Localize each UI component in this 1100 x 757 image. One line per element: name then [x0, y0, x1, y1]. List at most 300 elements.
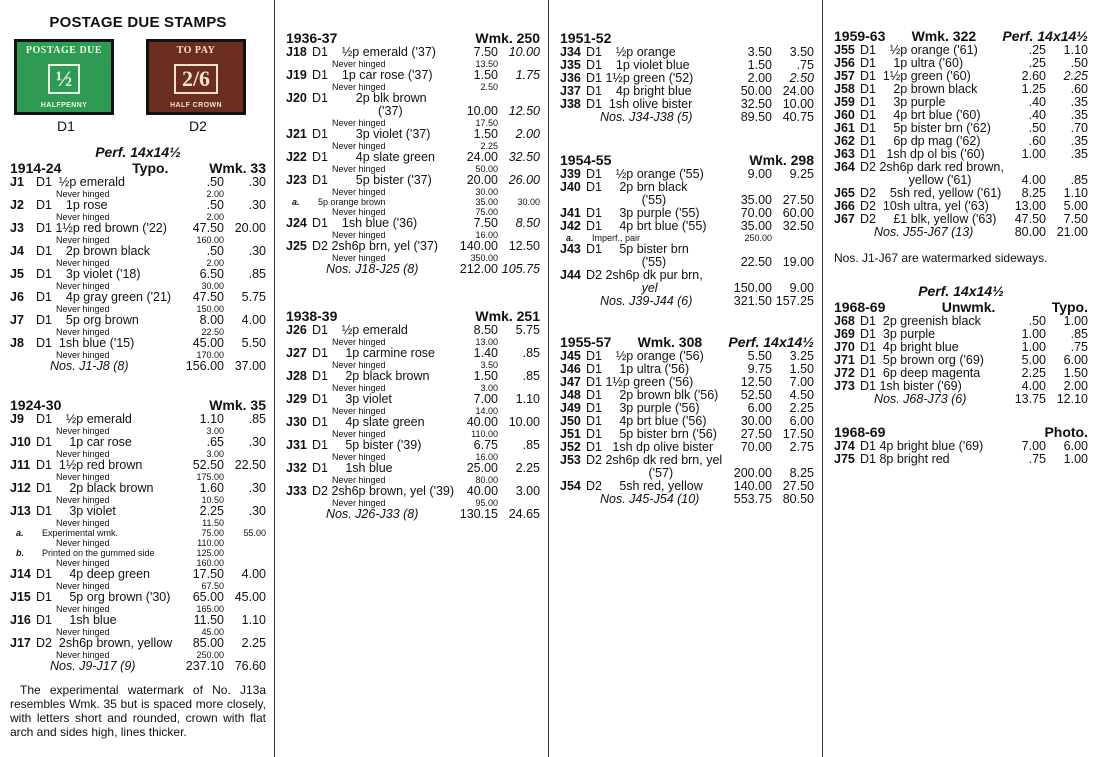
used-value: 1.50 — [789, 362, 814, 376]
stamp-description: D1 1sh dp ol bis ('60) — [860, 147, 985, 161]
unused-value: 13.00 — [1014, 199, 1046, 213]
stamp-description: D2 2sh6p dk red brn, yel — [586, 453, 723, 467]
used-value: 1.10 — [1063, 43, 1088, 57]
never-hinged-value: 3.50 — [480, 360, 498, 370]
used-value: 3.25 — [789, 349, 814, 363]
never-hinged-row — [10, 538, 266, 548]
stamp-description: ('55) — [586, 193, 667, 207]
catalog-number: J4 — [10, 244, 24, 258]
unused-value: 2.60 — [1021, 69, 1046, 83]
never-hinged-value: 67.50 — [201, 581, 224, 591]
catalog-number: J34 — [560, 45, 581, 59]
never-hinged-row — [286, 187, 540, 197]
never-hinged-used — [224, 518, 266, 528]
used-value: .85 — [248, 267, 266, 281]
section-year: 1955-57 — [560, 334, 612, 350]
total-label: Nos. J68-J73 (6) — [874, 392, 967, 406]
stamp-listing-row — [10, 199, 266, 212]
never-hinged-value: 13.50 — [475, 59, 498, 69]
stamp-description: D1 ½p emerald ('37) — [312, 45, 436, 59]
used-value: 7.50 — [1063, 212, 1088, 226]
stamp-d1-image — [14, 39, 114, 115]
stamp-listing-row — [10, 459, 266, 472]
catalog-number: J9 — [10, 412, 24, 426]
catalog-number: J51 — [560, 427, 581, 441]
stamp-description: D2 5sh red, yellow — [586, 479, 703, 493]
used-value: .60 — [1070, 82, 1088, 96]
catalog-number: J1 — [10, 175, 24, 189]
section-year: 1954-55 — [560, 152, 612, 168]
catalog-number: J61 — [834, 121, 855, 135]
stamp-description: yellow ('61) — [860, 173, 972, 187]
section-watermark: Wmk. 322 — [911, 28, 977, 44]
unused-value: 25.00 — [466, 461, 498, 475]
perf-heading: Perf. 14x14½ — [918, 283, 1004, 299]
stamp-listing-row — [286, 105, 540, 118]
total-label: Nos. J45-J54 (10) — [600, 492, 700, 506]
unused-value: 1.50 — [747, 58, 772, 72]
section-year: 1968-69 — [834, 299, 886, 315]
never-hinged-label: Never hinged — [56, 581, 110, 591]
stamp-listing-row — [10, 337, 266, 350]
stamp-description: D1 2p black brown — [36, 481, 154, 495]
section-year: 1968-69 — [834, 424, 886, 440]
never-hinged-label: Never hinged — [332, 118, 386, 128]
never-hinged-label: Never hinged — [332, 360, 386, 370]
stamp-description: D1 1sh olive bister — [586, 97, 693, 111]
stamp-description: D1 1p rose — [36, 198, 108, 212]
stamp-description: D1 ½p emerald — [36, 412, 132, 426]
stamp-description: D1 1sh blue ('36) — [312, 216, 418, 230]
unused-value: 8.50 — [473, 323, 498, 337]
stamp-listing-row — [286, 174, 540, 187]
unused-value: 30.00 — [740, 414, 772, 428]
never-hinged-used — [224, 538, 266, 548]
never-hinged-value: 17.50 — [475, 118, 498, 128]
used-value: .35 — [1070, 134, 1088, 148]
never-hinged-label: Never hinged — [332, 452, 386, 462]
total-used-value: 40.75 — [782, 110, 814, 124]
stamp-d2 — [146, 39, 250, 134]
catalog-number: J59 — [834, 95, 855, 109]
variety-used-value: 30.00 — [517, 197, 540, 207]
catalog-number: J21 — [286, 127, 307, 141]
stamp-description: D1 1½p red brown — [36, 458, 143, 472]
catalog-number: J44 — [560, 268, 581, 282]
unused-value: 1.40 — [473, 346, 498, 360]
unused-value: 9.75 — [747, 362, 772, 376]
never-hinged-label: Never hinged — [332, 164, 386, 174]
stamp-description: D1 1½p green ('60) — [860, 69, 971, 83]
catalog-number: J63 — [834, 147, 855, 161]
used-value: 10.00 — [508, 415, 540, 429]
catalog-number: J37 — [560, 84, 581, 98]
stamp-listing-row — [10, 637, 266, 650]
section-type: Typo. — [132, 160, 169, 176]
used-value: 1.00 — [1063, 452, 1088, 466]
catalog-number: J31 — [286, 438, 307, 452]
unused-value: 27.50 — [740, 427, 772, 441]
variety-used-value: 55.00 — [243, 528, 266, 538]
catalog-number: J75 — [834, 452, 855, 466]
stamp-description: D1 ½p orange ('55) — [586, 167, 704, 181]
used-value: 26.00 — [508, 173, 540, 187]
section-header — [10, 160, 266, 176]
total-unused-value: 237.10 — [185, 659, 224, 673]
stamp-listing-row — [10, 245, 266, 258]
used-value: .75 — [796, 58, 814, 72]
total-label: Nos. J39-J44 (6) — [600, 294, 693, 308]
stamp-description: yel — [586, 281, 658, 295]
unused-value: 35.00 — [740, 193, 772, 207]
unused-value: 45.00 — [192, 336, 224, 350]
used-value: 12.50 — [508, 239, 540, 253]
never-hinged-label: Never hinged — [332, 187, 386, 197]
unused-value: 7.00 — [1021, 439, 1046, 453]
stamp-description: D1 ½p emerald — [312, 323, 408, 337]
column-2 — [274, 0, 548, 757]
catalog-number: J57 — [834, 69, 855, 83]
catalog-number: J46 — [560, 362, 581, 376]
never-hinged-value: 170.00 — [196, 350, 224, 360]
section-watermark: Wmk. 308 — [637, 334, 703, 350]
section-total-row — [10, 660, 266, 673]
never-hinged-label: Never hinged — [56, 235, 110, 245]
used-value: 2.00 — [515, 127, 540, 141]
never-hinged-value: 110.00 — [197, 538, 224, 548]
catalog-number: J71 — [834, 353, 855, 367]
unused-value: 12.50 — [740, 375, 772, 389]
never-hinged-value: 110.00 — [471, 429, 498, 439]
catalog-number: J45 — [560, 349, 581, 363]
used-value: 32.50 — [508, 150, 540, 164]
stamp-description: D1 2p greenish black — [860, 314, 981, 328]
listing-1968-69-photo — [834, 440, 1088, 466]
never-hinged-label: Never hinged — [56, 472, 110, 482]
never-hinged-value: 45.00 — [201, 627, 224, 637]
catalog-number: J74 — [834, 439, 855, 453]
stamp-description: D1 1p carmine rose — [312, 346, 435, 360]
used-value: 5.00 — [1063, 199, 1088, 213]
never-hinged-value: 2.25 — [480, 141, 498, 151]
stamp-description: D2 2sh6p brown, yellow — [36, 636, 173, 650]
stamp-description: D2 2sh6p dark red brown, — [860, 160, 1004, 174]
section-type: Typo. — [1051, 299, 1088, 315]
unused-value: 47.50 — [192, 290, 224, 304]
stamp-description: D1 1sh blue ('15) — [36, 336, 135, 350]
never-hinged-value: 150.00 — [196, 304, 224, 314]
used-value: 6.00 — [789, 414, 814, 428]
catalog-number: J18 — [286, 45, 307, 59]
unused-value: 1.60 — [199, 481, 224, 495]
catalog-number: J66 — [834, 199, 855, 213]
never-hinged-label: Never hinged — [56, 538, 110, 548]
unused-value: .50 — [1028, 314, 1046, 328]
catalog-number: J16 — [10, 613, 31, 627]
used-value: .35 — [1070, 147, 1088, 161]
catalog-number: J10 — [10, 435, 31, 449]
used-value: 6.00 — [1063, 353, 1088, 367]
stamp-description: D1 ½p emerald — [36, 175, 125, 189]
variety-description: Printed on the gummed side — [42, 548, 155, 558]
stamp-listing-row — [10, 614, 266, 627]
unused-value: 85.00 — [192, 636, 224, 650]
variety-letter: a. — [16, 528, 24, 538]
stamp-description: D1 4p brt blue ('60) — [860, 108, 981, 122]
catalog-number: J2 — [10, 198, 24, 212]
never-hinged-value: 3.00 — [206, 426, 224, 436]
unused-value: 70.00 — [740, 206, 772, 220]
used-value: 24.00 — [782, 84, 814, 98]
catalog-number: J3 — [10, 221, 24, 235]
total-used-value: 37.00 — [234, 359, 266, 373]
used-value: 7.00 — [789, 375, 814, 389]
catalog-number: J56 — [834, 56, 855, 70]
used-value: .30 — [248, 175, 266, 189]
stamp-listing-row — [834, 453, 1088, 466]
stamp-description: D1 1½p green ('56) — [586, 375, 694, 389]
used-value: .85 — [522, 346, 540, 360]
column-4 — [822, 0, 1100, 757]
never-hinged-value: 16.00 — [475, 452, 498, 462]
stamp-description: D2 2sh6p dk pur brn, — [586, 268, 703, 282]
unused-value: .40 — [1028, 95, 1046, 109]
section-year: 1951-52 — [560, 30, 612, 46]
catalog-number: J72 — [834, 366, 855, 380]
stamp-listing-row — [10, 413, 266, 426]
stamp-description: D1 3p violet — [312, 392, 392, 406]
unused-value: 7.50 — [473, 45, 498, 59]
section-year: 1914-24 — [10, 160, 62, 176]
never-hinged-value: 30.00 — [201, 281, 224, 291]
never-hinged-value: 3.00 — [480, 383, 498, 393]
stamp-description: D1 2p blk brown — [312, 91, 427, 105]
stamp-d2-image — [146, 39, 246, 115]
used-value: 10.00 — [508, 45, 540, 59]
never-hinged-label: Never hinged — [56, 558, 110, 568]
stamp-description: D1 5p org brown — [36, 313, 139, 327]
section-total-row — [560, 111, 814, 124]
stamp-description: ('57) — [586, 466, 674, 480]
unused-value: 35.00 — [740, 219, 772, 233]
stamp-description: D1 8p bright red — [860, 452, 950, 466]
total-unused-value: 130.15 — [459, 507, 498, 521]
unused-value: 40.00 — [466, 415, 498, 429]
unused-value: .40 — [1028, 108, 1046, 122]
total-label: Nos. J1-J8 (8) — [50, 359, 129, 373]
never-hinged-value: 2.00 — [206, 212, 224, 222]
unused-value: 65.00 — [192, 590, 224, 604]
never-hinged-used — [498, 187, 540, 197]
total-label: Nos. J9-J17 (9) — [50, 659, 136, 673]
never-hinged-value: 22.50 — [201, 327, 224, 337]
footnote: The experimental watermark of No. J13a resembles Wmk. 35 but is spaced more closely, with letters short and rounded, crown with flat arch and sides high, lines thicker. — [10, 683, 266, 739]
total-label: Nos. J34-J38 (5) — [600, 110, 693, 124]
section-watermark: Wmk. 35 — [209, 397, 266, 413]
used-value: .85 — [522, 369, 540, 383]
unused-value: 8.25 — [1021, 186, 1046, 200]
stamp-description: D1 2p brn black — [586, 180, 688, 194]
never-hinged-label: Never hinged — [56, 304, 110, 314]
unused-value: 140.00 — [459, 239, 498, 253]
never-hinged-label: Never hinged — [56, 449, 110, 459]
unused-value: 1.00 — [1021, 340, 1046, 354]
unused-value: 4.00 — [1021, 379, 1046, 393]
section-header — [834, 299, 1088, 315]
catalog-number: J28 — [286, 369, 307, 383]
stamp-description: D1 1p car rose ('37) — [312, 68, 433, 82]
stamp-description: D1 ½p orange ('56) — [586, 349, 704, 363]
used-value: .85 — [248, 412, 266, 426]
section-watermark: Wmk. 251 — [475, 308, 540, 324]
section-watermark: Wmk. 33 — [209, 160, 266, 176]
never-hinged-label: Never hinged — [332, 141, 386, 151]
catalog-number: J17 — [10, 636, 31, 650]
used-value: 19.00 — [782, 255, 814, 269]
used-value: 9.25 — [789, 167, 814, 181]
unused-value: 4.00 — [1021, 173, 1046, 187]
variety-unused-value: 125.00 — [196, 548, 224, 558]
listing-1924-30 — [10, 413, 266, 673]
stamp-listing-row — [286, 128, 540, 141]
section-header — [560, 152, 814, 168]
stamp-listing-row — [286, 69, 540, 82]
variety-row — [286, 197, 540, 207]
section-total-row — [10, 360, 266, 373]
unused-value: 6.00 — [747, 401, 772, 415]
never-hinged-label: Never hinged — [56, 650, 110, 660]
used-value: 9.00 — [789, 281, 814, 295]
catalog-number: J26 — [286, 323, 307, 337]
never-hinged-value: 30.00 — [475, 187, 498, 197]
never-hinged-row — [10, 518, 266, 528]
used-value: 6.00 — [1063, 439, 1088, 453]
unused-value: .25 — [1028, 43, 1046, 57]
used-value: .30 — [248, 244, 266, 258]
stamp-d2-value: 2/6 — [174, 64, 218, 94]
never-hinged-used — [498, 82, 540, 92]
used-value: 20.00 — [234, 221, 266, 235]
catalog-number — [286, 105, 312, 118]
never-hinged-label: Never hinged — [56, 495, 110, 505]
stamp-description: D1 1p ultra ('60) — [860, 56, 964, 70]
catalog-number: J41 — [560, 206, 581, 220]
never-hinged-label: Never hinged — [332, 82, 386, 92]
stamp-description: D1 4p slate green — [312, 415, 425, 429]
stamp-listing-row — [10, 436, 266, 449]
catalog-number: J64 — [834, 160, 855, 174]
total-used-value: 76.60 — [234, 659, 266, 673]
unused-value: .50 — [1028, 121, 1046, 135]
never-hinged-value: 2.00 — [206, 258, 224, 268]
stamp-description: D2 2sh6p brown, yel ('39) — [312, 484, 455, 498]
never-hinged-label: Never hinged — [332, 383, 386, 393]
stamp-d2-top-text: TO PAY — [176, 45, 216, 56]
unused-value: .50 — [206, 175, 224, 189]
stamp-description: D1 4p deep green — [36, 567, 150, 581]
never-hinged-value: 13.00 — [475, 337, 498, 347]
never-hinged-row — [10, 350, 266, 360]
used-value: .30 — [248, 435, 266, 449]
unused-value: .65 — [206, 435, 224, 449]
spacer — [10, 650, 36, 660]
section-perf: Perf. 14x14½ — [728, 334, 814, 350]
section-total-row — [286, 263, 540, 276]
used-value: 5.75 — [241, 290, 266, 304]
never-hinged-value: 95.00 — [475, 498, 498, 508]
perf-heading: Perf. 14x14½ — [95, 144, 181, 160]
used-value: 1.50 — [1063, 366, 1088, 380]
never-hinged-label: Never hinged — [56, 327, 110, 337]
never-hinged-label: Never hinged — [56, 627, 110, 637]
section-header — [10, 397, 266, 413]
unused-value: 11.50 — [193, 613, 224, 627]
stamp-listing-row — [560, 220, 814, 233]
never-hinged-label: Never hinged — [56, 212, 110, 222]
variety-letter: a. — [292, 197, 300, 207]
listing-1914-24 — [10, 176, 266, 373]
unused-value: .75 — [1028, 452, 1046, 466]
catalog-number: J73 — [834, 379, 855, 393]
stamp-description: D1 ½p orange — [586, 45, 676, 59]
used-value: 3.50 — [789, 45, 814, 59]
stamp-description: D1 3p purple — [860, 95, 946, 109]
section-total-row — [560, 295, 814, 308]
never-hinged-label: Never hinged — [332, 406, 386, 416]
catalog-number: J33 — [286, 484, 307, 498]
catalog-number: J29 — [286, 392, 307, 406]
catalog-number: J19 — [286, 68, 307, 82]
section-header — [560, 334, 814, 350]
stamp-description: D1 1p car rose — [36, 435, 132, 449]
used-value: .35 — [1070, 95, 1088, 109]
used-value: 27.50 — [782, 479, 814, 493]
unused-value: 1.25 — [1021, 82, 1046, 96]
used-value: 2.75 — [789, 440, 814, 454]
used-value: 8.50 — [515, 216, 540, 230]
stamp-d1-value: ½ — [48, 64, 81, 94]
used-value: 2.50 — [789, 71, 814, 85]
unused-value: 7.00 — [473, 392, 498, 406]
never-hinged-value: 75.00 — [475, 207, 498, 217]
listing-1955-57 — [560, 350, 814, 506]
used-value: 2.00 — [1063, 379, 1088, 393]
unused-value: 1.50 — [473, 68, 498, 82]
unused-value: 10.00 — [466, 104, 498, 118]
unused-value: 32.50 — [740, 97, 772, 111]
stamp-description: ('37) — [312, 104, 403, 118]
section-watermark: Wmk. 250 — [475, 30, 540, 46]
unused-value: .50 — [206, 244, 224, 258]
catalog-number: J50 — [560, 414, 581, 428]
stamp-description: D2 10sh ultra, yel ('63) — [860, 199, 989, 213]
stamp-description: D1 2p brown black — [36, 244, 150, 258]
unused-value: 1.00 — [1021, 327, 1046, 341]
used-value: .30 — [248, 198, 266, 212]
used-value: 2.25 — [1063, 69, 1088, 83]
catalog-number: J8 — [10, 336, 24, 350]
used-value: 2.25 — [515, 461, 540, 475]
stamp-description: D1 3p purple ('55) — [586, 206, 700, 220]
catalog-number: J24 — [286, 216, 307, 230]
never-hinged-value: 10.50 — [201, 495, 224, 505]
column-3 — [548, 0, 822, 757]
used-value: 1.10 — [515, 392, 540, 406]
spacer — [10, 518, 36, 528]
unused-value: 47.50 — [1014, 212, 1046, 226]
stamp-description: D1 4p brt blue ('55) — [586, 219, 707, 233]
unused-value: 6.75 — [473, 438, 498, 452]
